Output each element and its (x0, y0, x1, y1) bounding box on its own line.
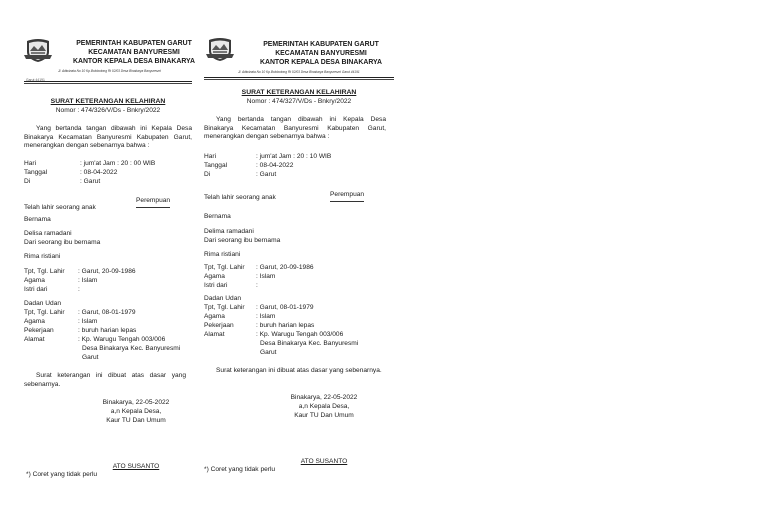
signer-name: ATO SUSANTO (300, 458, 348, 465)
header-line-3: KANTOR KEPALA DESA BINAKARYA (73, 57, 195, 65)
mother-religion-value: : Islam (256, 273, 276, 280)
intro-paragraph: Yang bertanda tangan dibawah ini Kepala Desa Binakarya Kecamatan Banyuresmi Kabupaten Garut, menerangkan dengan sebenarnya bahwa : (204, 116, 386, 141)
mother-religion-value: : Islam (78, 277, 98, 284)
header-line-1: PEMERINTAH KABUPATEN GARUT (76, 40, 192, 47)
header-rule (24, 81, 192, 82)
wife-of-value: : (78, 286, 80, 293)
address-value-3: Garut (260, 349, 277, 356)
father-birth-label: Tpt, Tgl. Lahir (204, 304, 245, 311)
signer-position: Kaur TU Dan Umum (106, 417, 166, 424)
letter-title: SURAT KETERANGAN KELAHIRAN (241, 89, 357, 96)
named-label: Bernama (24, 216, 51, 223)
signer-name: ATO SUSANTO (112, 463, 160, 470)
mother-name: Rima ristiani (24, 253, 61, 260)
address-value-2: Desa Binakarya Kec. Banyuresmi (82, 345, 181, 352)
date-label: Tanggal (24, 169, 48, 176)
day-label: Hari (204, 153, 217, 160)
address-value-2: Desa Binakarya Kec. Banyuresmi (260, 340, 359, 347)
footnote: *) Coret yang tidak perlu (204, 466, 276, 473)
gender-value: Perempuan (330, 191, 364, 202)
header-address: Jl. Adiwinata No 10 Kp.Bolobotong Rt 02/03 Desa Binakarya Banyuresmi Garut 44191 (238, 70, 360, 74)
letter-number: Nomor : 474/326/V/Ds - Bnkry/2022 (55, 107, 161, 114)
closing-paragraph: Surat keterangan ini dibuat atas dasar yang sebenarnya. (24, 372, 186, 388)
header-line-2: KECAMATAN BANYURESMI (88, 48, 180, 56)
letter-title: SURAT KETERANGAN KELAHIRAN (50, 98, 166, 105)
date-value: : 08-04-2022 (256, 162, 294, 169)
mother-birth-label: Tpt, Tgl. Lahir (24, 268, 65, 275)
place-date: Binakarya, 22-05-2022 (102, 399, 170, 406)
wife-of-value: : (256, 282, 258, 289)
on-behalf-of: a,n Kepala Desa, (298, 403, 350, 410)
named-label: Bernama (204, 213, 231, 220)
header-rule-thin (204, 79, 394, 80)
day-value: : jum'at Jam : 20 : 10 WIB (256, 153, 332, 160)
address-label: Alamat (204, 331, 225, 338)
mother-birth-value: : Garut, 20-09-1986 (256, 264, 314, 271)
signer-position: Kaur TU Dan Umum (294, 412, 354, 419)
father-name: Dadan Udan (204, 295, 242, 302)
letter-number: Nomor : 474/327/V/Ds - Bnkry/2022 (246, 98, 352, 105)
place-label: Di (204, 171, 211, 178)
father-religion-value: : Islam (78, 318, 98, 325)
occupation-label: Pekerjaan (204, 322, 234, 329)
intro-paragraph: Yang bertanda tangan dibawah ini Kepala Desa Binakarya Kecamatan Banyuresmi Kabupaten Garut, menerangkan dengan sebenarnya bahwa : (24, 125, 192, 150)
occupation-value: : buruh harian lepas (78, 327, 137, 334)
wife-of-label: Istri dari (204, 282, 228, 289)
birth-certificate-letter-2 (204, 2, 394, 505)
address-label: Alamat (24, 336, 45, 343)
mother-birth-value: : Garut, 20-09-1986 (78, 268, 136, 275)
wife-of-label: Istri dari (24, 286, 48, 293)
mother-religion-label: Agama (204, 273, 225, 280)
footnote: *) Coret yang tidak perlu (26, 471, 98, 478)
mother-intro: Dari seorang ibu bernama (24, 239, 101, 246)
garut-regency-emblem-icon (24, 37, 52, 63)
header-rule (204, 77, 394, 78)
place-value: : Garut (80, 178, 101, 185)
address-value-1: : Kp. Warugu Tengah 003/006 (78, 336, 166, 343)
father-birth-value: : Garut, 08-01-1979 (256, 304, 314, 311)
birth-certificate-letter-1 (24, 0, 217, 503)
father-religion-label: Agama (24, 318, 45, 325)
day-value: : jum'at Jam : 20 : 00 WIB (80, 160, 156, 167)
occupation-label: Pekerjaan (24, 327, 54, 334)
date-value: : 08-04-2022 (80, 169, 118, 176)
day-label: Hari (24, 160, 37, 167)
date-label: Tanggal (204, 162, 228, 169)
address-value-3: Garut (82, 354, 99, 361)
place-date: Binakarya, 22-05-2022 (290, 394, 358, 401)
father-birth-label: Tpt, Tgl. Lahir (24, 309, 65, 316)
address-value-1: : Kp. Warugu Tengah 003/006 (256, 331, 344, 338)
mother-religion-label: Agama (24, 277, 45, 284)
header-address: Jl. Adiwinata No 10 Kp.Bolobotong Rt 02/03 Desa Binakarya Banyuresmi (58, 69, 162, 73)
child-name: Delima ramadani (204, 228, 254, 235)
father-religion-value: : Islam (256, 313, 276, 320)
header-rule-thin (24, 83, 192, 84)
born-text: Telah lahir seorang anak (204, 194, 276, 201)
header-postal: Garut 44191 (26, 78, 45, 82)
child-name: Delisa ramadani (24, 230, 72, 237)
mother-intro: Dari seorang ibu bernama (204, 237, 281, 244)
gender-value: Perempuan (136, 197, 170, 208)
mother-name: Rima ristiani (204, 251, 241, 258)
occupation-value: : buruh harian lepas (256, 322, 315, 329)
born-text: Telah lahir seorang anak (24, 204, 96, 211)
father-birth-value: : Garut, 08-01-1979 (78, 309, 136, 316)
father-name: Dadan Udan (24, 300, 62, 307)
header-line-1: PEMERINTAH KABUPATEN GARUT (263, 41, 379, 48)
header-line-3: KANTOR KEPALA DESA BINAKARYA (260, 58, 382, 66)
father-religion-label: Agama (204, 313, 225, 320)
place-value: : Garut (256, 171, 277, 178)
header-line-2: KECAMATAN BANYURESMI (275, 49, 367, 57)
place-label: Di (24, 178, 31, 185)
closing-paragraph: Surat keterangan ini dibuat atas dasar yang sebenarnya. (216, 367, 382, 374)
on-behalf-of: a,n Kepala Desa, (110, 408, 162, 415)
mother-birth-label: Tpt, Tgl. Lahir (204, 264, 245, 271)
